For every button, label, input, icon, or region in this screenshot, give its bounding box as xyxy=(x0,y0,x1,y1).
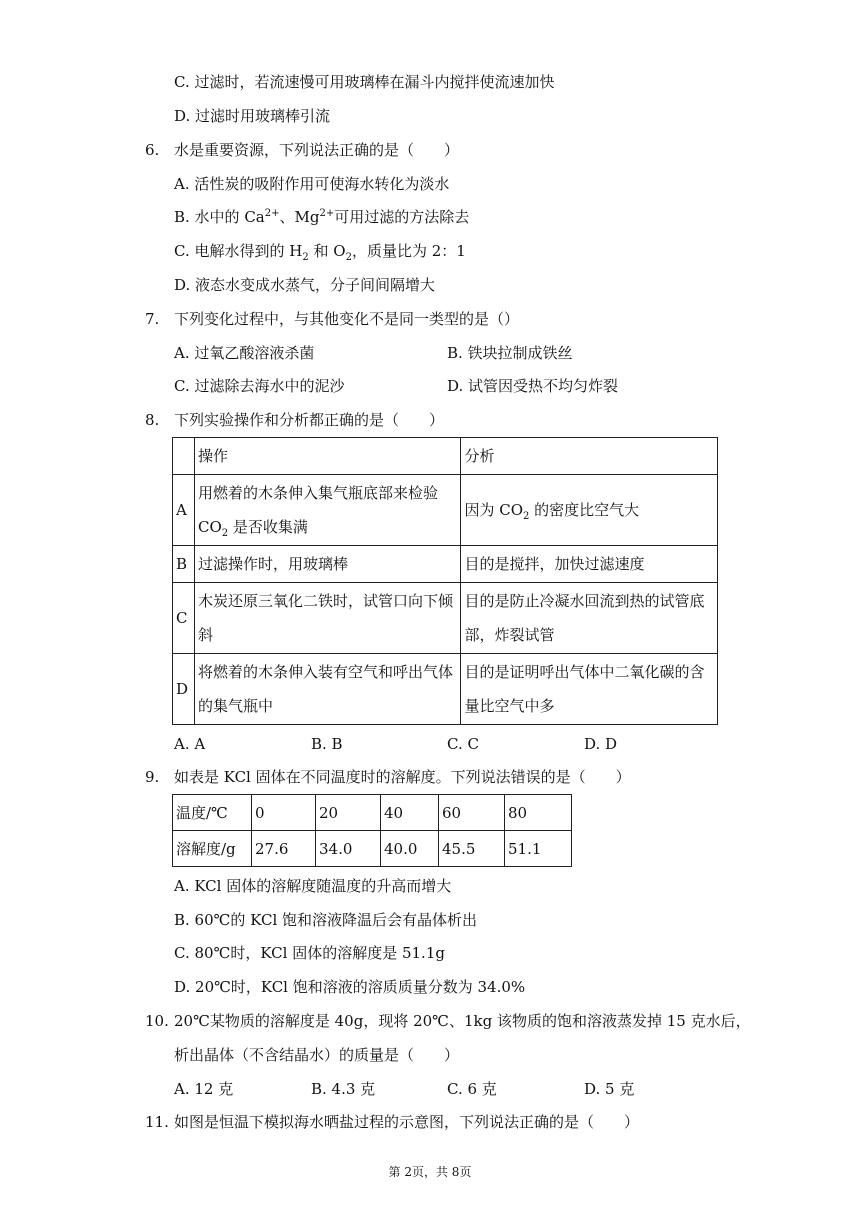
page-footer: 第 2页，共 8页 xyxy=(388,1165,472,1179)
q7-option-d: D. 试管因受热不均匀炸裂 xyxy=(447,377,619,395)
q9-cell: 温度/℃ xyxy=(173,795,252,831)
q9-cell: 60 xyxy=(439,795,505,831)
q8-row-analysis: 目的是防止冷凝水回流到热的试管底 部，炸裂试管 xyxy=(461,583,718,654)
q8-option-b: B. B xyxy=(311,735,343,753)
q8-row-operation: 将燃着的木条伸入装有空气和呼出气体 的集气瓶中 xyxy=(194,654,460,725)
q8-row-key: B xyxy=(173,546,195,583)
q9-cell: 27.6 xyxy=(252,831,316,867)
q8-header-operation: 操作 xyxy=(194,438,460,475)
q7-option-b: B. 铁块拉制成铁丝 xyxy=(447,344,573,362)
q8-number: 8. xyxy=(145,411,160,429)
q8-table xyxy=(172,437,718,725)
q8-header-key xyxy=(173,438,195,475)
q9-option-a: A. KCl 固体的溶解度随温度的升高而增大 xyxy=(174,877,452,895)
q10-stem-line2: 析出晶体（不含结晶水）的质量是（ ） xyxy=(174,1046,460,1064)
q11-number: 11. xyxy=(145,1113,169,1131)
q9-cell: 34.0 xyxy=(316,831,381,867)
q9-option-c: C. 80℃时，KCl 固体的溶解度是 51.1g xyxy=(174,944,445,962)
q9-option-b: B. 60℃的 KCl 饱和溶液降温后会有晶体析出 xyxy=(174,911,478,929)
q8-table-header xyxy=(173,438,718,475)
q8-row-key: A xyxy=(173,475,195,546)
table-row xyxy=(173,583,718,654)
q10-stem-line1: 20℃某物质的溶解度是 40g，现将 20℃、1kg 该物质的饱和溶液蒸发掉 15 克水后， xyxy=(174,1012,751,1030)
q9-cell: 40.0 xyxy=(381,831,439,867)
table-row xyxy=(173,546,718,583)
q5-option-c: C. 过滤时，若流速慢可用玻璃棒在漏斗内搅拌使流速加快 xyxy=(174,73,555,91)
q6-option-c: C. 电解水得到的 $H_2$ 和 $O_2$，质量比为 2：1 xyxy=(174,242,466,263)
q9-cell: 51.1 xyxy=(505,831,572,867)
q8-row-analysis: 目的是证明呼出气体中二氧化碳的含 量比空气中多 xyxy=(461,654,718,725)
q8-row-key: C xyxy=(173,583,195,654)
q8-row-operation: 过滤操作时，用玻璃棒 xyxy=(194,546,460,583)
q9-number: 9. xyxy=(145,768,160,786)
q9-table xyxy=(172,794,572,867)
q8-row-analysis: 目的是搅拌，加快过滤速度 xyxy=(461,546,718,583)
q11-stem: 如图是恒温下模拟海水晒盐过程的示意图，下列说法正确的是（ ） xyxy=(174,1113,640,1131)
table-row xyxy=(173,475,718,546)
q9-cell: 40 xyxy=(381,795,439,831)
q7-option-a: A. 过氧乙酸溶液杀菌 xyxy=(174,344,315,362)
q9-stem: 如表是 KCl 固体在不同温度时的溶解度。下列说法错误的是（ ） xyxy=(174,768,631,786)
q9-cell: 45.5 xyxy=(439,831,505,867)
q6-stem: 水是重要资源，下列说法正确的是（ ） xyxy=(174,141,460,159)
q8-option-d: D. D xyxy=(584,735,618,753)
q9-cell: 80 xyxy=(505,795,572,831)
q5-option-d: D. 过滤时用玻璃棒引流 xyxy=(174,107,331,125)
q9-option-d: D. 20℃时，KCl 饱和溶液的溶质质量分数为 34.0% xyxy=(174,978,526,996)
q7-number: 7. xyxy=(145,310,160,328)
q8-option-c: C. C xyxy=(447,735,479,753)
q8-header-analysis: 分析 xyxy=(461,438,718,475)
q10-option-d: D. 5 克 xyxy=(584,1080,635,1098)
q8-stem: 下列实验操作和分析都正确的是（ ） xyxy=(174,411,445,429)
q10-option-c: C. 6 克 xyxy=(447,1080,497,1098)
q8-row-analysis: 因为 $CO_2$ 的密度比空气大 xyxy=(461,475,718,546)
table-row xyxy=(173,831,572,867)
q7-option-c: C. 过滤除去海水中的泥沙 xyxy=(174,377,345,395)
q9-cell: 溶解度/g xyxy=(173,831,252,867)
q6-option-a: A. 活性炭的吸附作用可使海水转化为淡水 xyxy=(174,175,450,193)
q8-row-key: D xyxy=(173,654,195,725)
q9-cell: 0 xyxy=(252,795,316,831)
q6-option-b: B. 水中的 $Ca^{2+}$、$Mg^{2+}$可用过滤的方法除去 xyxy=(174,208,470,226)
q8-option-a: A. A xyxy=(174,735,206,753)
q8-row-operation: 用燃着的木条伸入集气瓶底部来检验 $CO_2$ 是否收集满 xyxy=(194,475,460,546)
q7-stem: 下列变化过程中，与其他变化不是同一类型的是（） xyxy=(174,310,520,328)
q8-row-operation: 木炭还原三氧化二铁时，试管口向下倾 斜 xyxy=(194,583,460,654)
q9-cell: 20 xyxy=(316,795,381,831)
q10-number: 10. xyxy=(145,1012,169,1030)
q10-option-a: A. 12 克 xyxy=(174,1080,234,1098)
table-row xyxy=(173,795,572,831)
table-row xyxy=(173,654,718,725)
q10-option-b: B. 4.3 克 xyxy=(311,1080,376,1098)
q6-number: 6. xyxy=(145,141,160,159)
q6-option-d: D. 液态水变成水蒸气，分子间间隔增大 xyxy=(174,276,436,294)
